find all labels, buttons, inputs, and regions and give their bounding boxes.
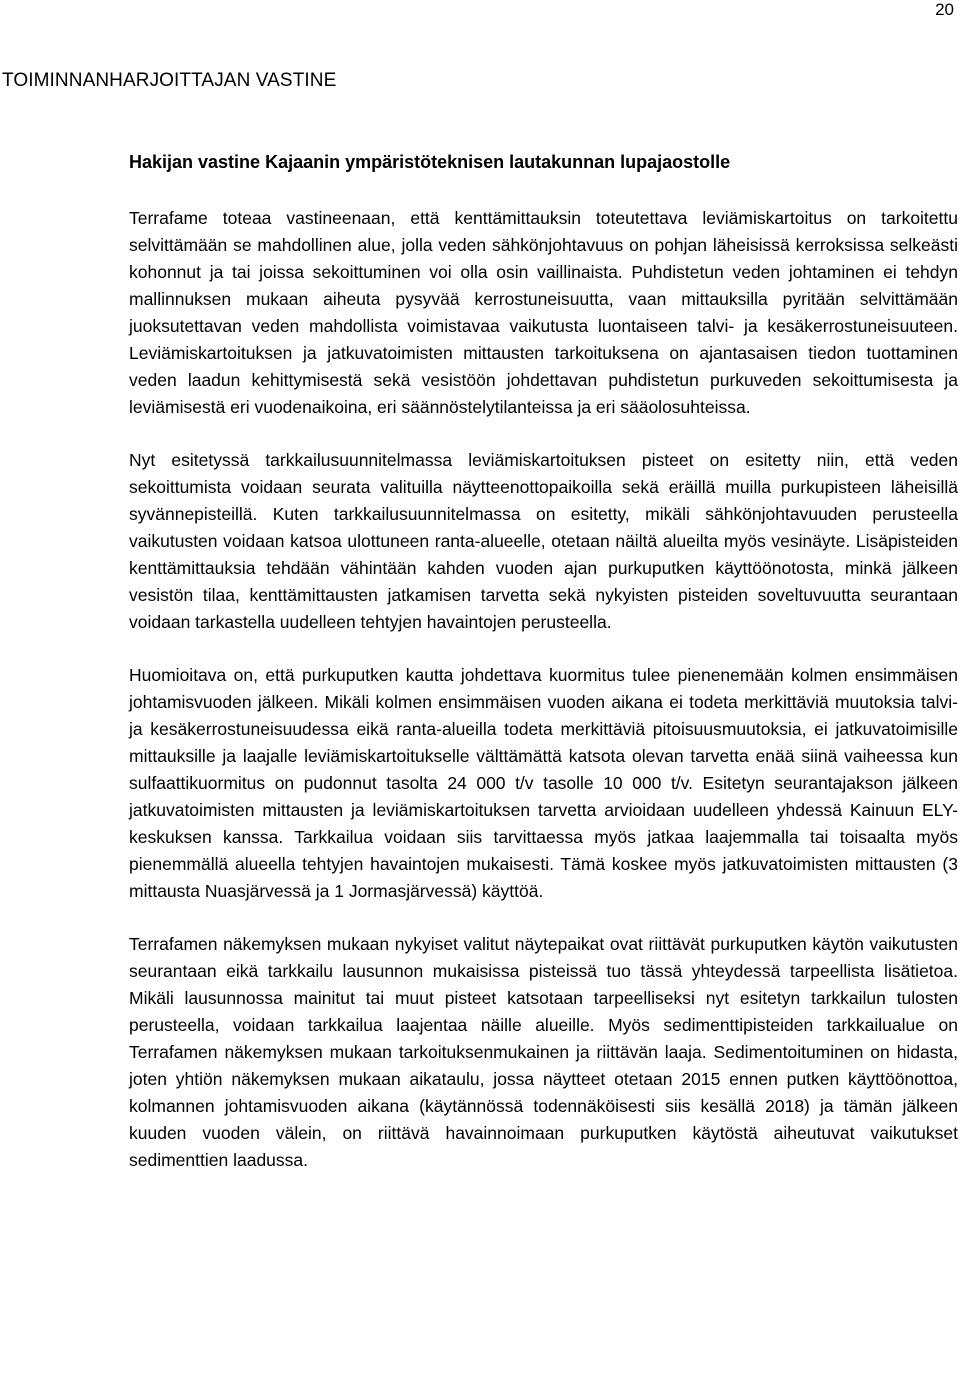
paragraph-2: Nyt esitetyssä tarkkailusuunnitelmassa leviämiskartoituksen pisteet on esitetty niin, että veden sekoittumista voidaan seurata valituilla näytteenottopaikoilla sekä eräillä muilla purkupisteen läheisillä syvännepisteillä. Kuten tarkkailusuunnitelmassa on esitetty, mikäli sähkönjohtavuuden perusteella vaikutusten voidaan katsoa ulottuneen ranta-alueelle, otetaan näiltä alueilta myös vesinäyte. Lisäpisteiden kenttämittauksia tehdään vähintään kahden vuoden ajan purkuputken käyttöönotosta, minkä jälkeen vesistön tilaa, kenttämittausten jatkamisen tarvetta sekä nykyisten pisteiden soveltuvuutta seurantaan voidaan tarkastella uudelleen tehtyjen havaintojen perusteella.: [129, 450, 958, 632]
document-subtitle: Hakijan vastine Kajaanin ympäristöteknisen lautakunnan lupajaostolle: [129, 152, 731, 172]
paragraph-4: Terrafamen näkemyksen mukaan nykyiset valitut näytepaikat ovat riittävät purkuputken käytön vaikutusten seurantaan eikä tarkkailu lausunnon mukaisissa pisteissä tuo tässä yhteydessä tarpeellista lisätietoa. Mikäli lausunnossa mainitut tai muut pisteet katsotaan tarpeelliseksi nyt esitetyn tarkkailun tulosten perusteella, voidaan tarkkailua laajentaa näille alueille. Myös sedimenttipisteiden tarkkailualue on Terrafamen näkemyksen mukaan tarkoituksenmukainen ja riittävän laaja. Sedimentoituminen on hidasta, joten yhtiön näkemyksen mukaan aikataulu, jossa näytteet otetaan 2015 ennen putken käyttöönottoa, kolmannen johtamisvuoden aikana (käytännössä todennäköisesti siis kesällä 2018) ja tämän jälkeen kuuden vuoden välein, on riittävä havainnoimaan purkuputken käytöstä aiheutuvat vaikutukset sedimenttien laadussa.: [129, 934, 958, 1170]
document-body: [129, 205, 958, 1200]
document-title: TOIMINNANHARJOITTAJAN VASTINE: [2, 70, 337, 91]
paragraph-1: Terrafame toteaa vastineenaan, että kenttämittauksin toteutettava leviämiskartoitus on tarkoitettu selvittämään se mahdollinen alue, jolla veden sähkönjohtavuus on pohjan läheisissä kerroksissa selkeästi kohonnut ja tai joissa sekoittuminen voi olla osin vaillinaista. Puhdistetun veden johtaminen ei tehdyn mallinnuksen mukaan aiheuta pysyvää kerrostuneisuutta, vaan mittauksilla pyritään selvittämään juoksutettavan veden mahdollista voimistavaa vaikutusta luontaiseen talvi- ja kesäkerrostuneisuuteen. Leviämiskartoituksen ja jatkuvatoimisten mittausten tarkoituksena on ajantasaisen tiedon tuottaminen veden laadun kehittymisestä sekä vesistöön johdettavan puhdistetun purkuveden sekoittumisesta ja leviämisestä eri vuodenaikoina, eri säännöstelytilanteissa ja eri sääolosuhteissa.: [129, 208, 958, 417]
page-number: 20: [935, 0, 954, 19]
paragraph-3: Huomioitava on, että purkuputken kautta johdettava kuormitus tulee pienenemään kolmen ensimmäisen johtamisvuoden jälkeen. Mikäli kolmen ensimmäisen vuoden aikana ei todeta merkittäviä muutoksia talvi- ja kesäkerrostuneisuudessa eikä ranta-alueilla todeta merkittäviä pitoisuusmuutoksia, ei jatkuvatoimisille mittauksille ja laajalle leviämiskartoitukselle välttämättä katsota olevan tarvetta enää siinä vaiheessa kun sulfaattikuormitus on pudonnut tasolta 24 000 t/v tasolle 10 000 t/v. Esitetyn seurantajakson jälkeen jatkuvatoimisten mittausten ja leviämiskartoituksen tarvetta arvioidaan uudelleen yhdessä Kainuun ELY-keskuksen kanssa. Tarkkailua voidaan siis tarvittaessa myös jatkaa laajemmalla tai toisaalta myös pienemmällä alueella tehtyjen havaintojen mukaisesti. Tämä koskee myös jatkuvatoimisten mittausten (3 mittausta Nuasjärvessä ja 1 Jormasjärvessä) käyttöä.: [129, 665, 958, 901]
